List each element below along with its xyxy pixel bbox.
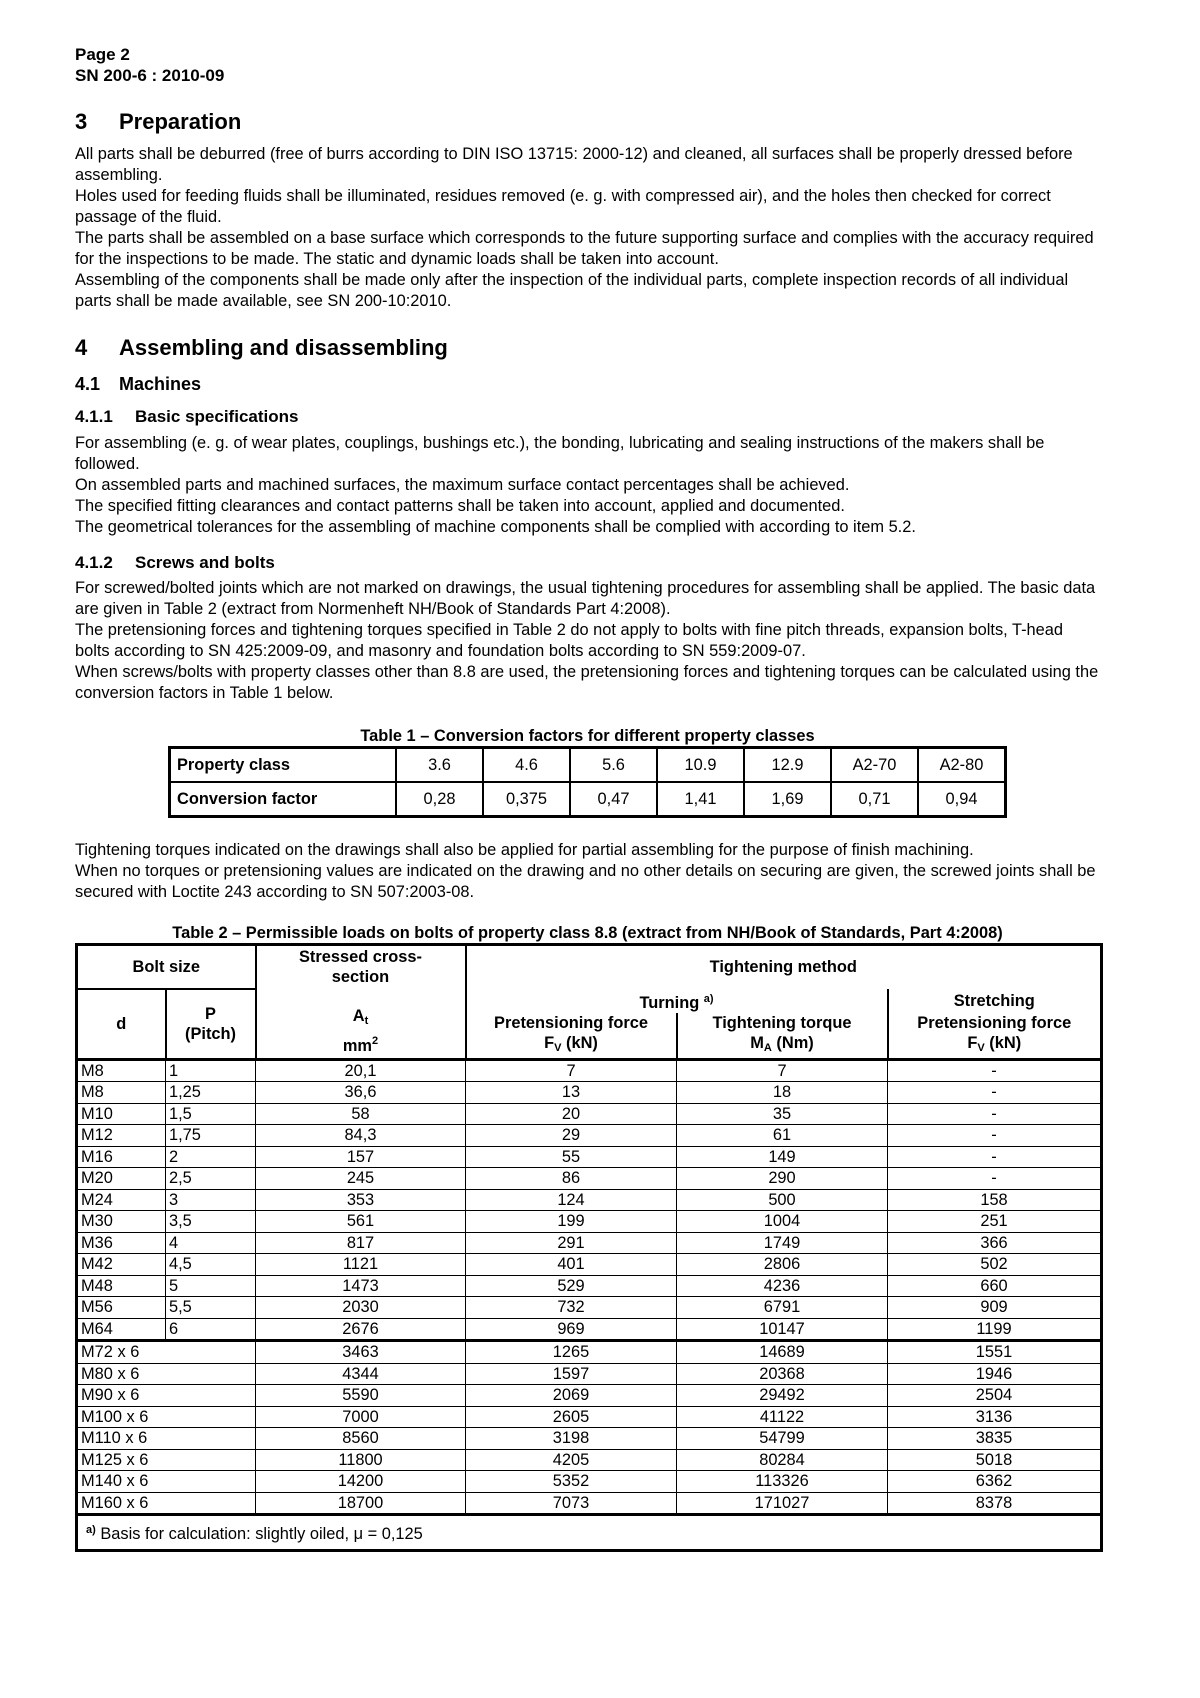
table-row — [77, 1449, 1102, 1471]
header-tightening-torque — [677, 1013, 888, 1060]
header-stressed-cross-section: Stressed cross-section — [256, 945, 466, 989]
paragraph: For screwed/bolted joints which are not marked on drawings, the usual tightening procedures for assembling shall be applied. The basic data are given in Table 2 (extract from Normenheft NH/Book of Standards Part 4:2008). — [75, 579, 1096, 618]
paragraph: The parts shall be assembled on a base surface which corresponds to the future supporting surface and complies with the accuracy required for the inspections to be made. The static and dynamic loads shall be taken into account. — [75, 229, 1094, 268]
cell-torque: 29492 — [677, 1385, 888, 1407]
cell-pitch: 1 — [166, 1059, 256, 1082]
header-d: d — [77, 989, 166, 1060]
cell-torque: 54799 — [677, 1428, 888, 1450]
cell-torque: 7 — [677, 1059, 888, 1082]
section-4-1-2-heading — [75, 552, 1100, 574]
cell-area: 20,1 — [256, 1059, 466, 1082]
cell-stretch: 3835 — [888, 1428, 1102, 1450]
cell-d: M16 — [77, 1146, 166, 1168]
cell-area: 1473 — [256, 1275, 466, 1297]
paragraph: On assembled parts and machined surfaces, the maximum surface contact percentages shall be achieved. — [75, 476, 850, 494]
table-cell: A2-70 — [831, 748, 918, 783]
header-area — [256, 989, 466, 1060]
table-row — [77, 1168, 1102, 1190]
table-cell: 3.6 — [396, 748, 483, 783]
header-row — [77, 989, 1102, 1013]
cell-pitch: 2,5 — [166, 1168, 256, 1190]
cell-d: M56 — [77, 1297, 166, 1319]
cell-pitch: 4 — [166, 1232, 256, 1254]
middle-body — [75, 840, 1100, 903]
table-cell: 10.9 — [657, 748, 744, 783]
cell-stretch: 1551 — [888, 1341, 1102, 1364]
cell-pitch: 1,75 — [166, 1125, 256, 1147]
section-number: 4.1.2 — [75, 553, 113, 572]
cell-torque: 171027 — [677, 1492, 888, 1515]
cell-stretch: 366 — [888, 1232, 1102, 1254]
table-2-caption: Table 2 – Permissible loads on bolts of property class 8.8 (extract from NH/Book of Standards, Part 4:2008) — [172, 924, 1003, 942]
cell-stretch: 6362 — [888, 1471, 1102, 1493]
table-row — [77, 1341, 1102, 1364]
footnote-cell — [77, 1515, 1102, 1551]
row-label: Conversion factor — [170, 782, 397, 817]
cell-stretch: 2504 — [888, 1385, 1102, 1407]
section-4-1-2-body — [75, 578, 1100, 704]
header-row — [77, 945, 1102, 989]
cell-d: M110 x 6 — [77, 1428, 256, 1450]
cell-stretch: - — [888, 1168, 1102, 1190]
cell-pretension: 7073 — [466, 1492, 677, 1515]
cell-pretension: 732 — [466, 1297, 677, 1319]
cell-area: 2676 — [256, 1318, 466, 1341]
table-row — [77, 1363, 1102, 1385]
table-cell: 4.6 — [483, 748, 570, 783]
cell-torque: 1749 — [677, 1232, 888, 1254]
header-tightening-method: Tightening method — [466, 945, 1102, 989]
cell-area: 14200 — [256, 1471, 466, 1493]
cell-area: 8560 — [256, 1428, 466, 1450]
cell-torque: 290 — [677, 1168, 888, 1190]
footnote-mark: a) — [86, 1524, 96, 1536]
footnote-row — [77, 1515, 1102, 1551]
conversion-factor-table — [168, 746, 1007, 818]
cell-pretension: 1597 — [466, 1363, 677, 1385]
cell-stretch: - — [888, 1059, 1102, 1082]
cell-pretension: 529 — [466, 1275, 677, 1297]
cell-pitch: 4,5 — [166, 1254, 256, 1276]
cell-area: 18700 — [256, 1492, 466, 1515]
table-row — [77, 1254, 1102, 1276]
cell-d: M125 x 6 — [77, 1449, 256, 1471]
cell-pretension: 1265 — [466, 1341, 677, 1364]
header-turning: Turning $^{a)}$ — [466, 989, 888, 1013]
cell-stretch: 158 — [888, 1189, 1102, 1211]
section-4-1-heading — [75, 372, 1100, 396]
header-symbol: $F_V$ (kN) — [544, 1033, 598, 1054]
document-id: SN 200-6 : 2010-09 — [75, 66, 225, 85]
section-number: 4.1.1 — [75, 407, 113, 426]
cell-pitch: 5,5 — [166, 1297, 256, 1319]
paragraph: Tightening torques indicated on the drawings shall also be applied for partial assembling for the purpose of finish machining. — [75, 841, 974, 859]
section-4-heading — [75, 334, 1100, 362]
header-area-symbol: $A_t$ — [352, 1006, 369, 1027]
cell-pretension: 4205 — [466, 1449, 677, 1471]
paragraph: For assembling (e. g. of wear plates, couplings, bushings etc.), the bonding, lubricating and sealing instructions of the makers shall be followed. — [75, 434, 1045, 473]
cell-area: 817 — [256, 1232, 466, 1254]
table-row — [170, 748, 1006, 783]
cell-pretension: 401 — [466, 1254, 677, 1276]
cell-pitch: 3 — [166, 1189, 256, 1211]
cell-pretension: 29 — [466, 1125, 677, 1147]
cell-d: M72 x 6 — [77, 1341, 256, 1364]
table-row — [77, 1082, 1102, 1104]
section-number: 4 — [75, 335, 88, 360]
table-cell: 1,69 — [744, 782, 831, 817]
section-title: Preparation — [119, 109, 242, 134]
table-row — [77, 1492, 1102, 1515]
cell-stretch: - — [888, 1146, 1102, 1168]
cell-torque: 113326 — [677, 1471, 888, 1493]
cell-torque: 18 — [677, 1082, 888, 1104]
paragraph: The pretensioning forces and tightening torques specified in Table 2 do not apply to bolts with fine pitch threads, expansion bolts, T-head bolts according to SN 425:2009-09, and masonry and foundation bolts according to SN 559:2009-07. — [75, 621, 1064, 660]
table-row — [77, 1385, 1102, 1407]
header-title: Pretensioning force — [494, 1013, 648, 1032]
cell-d: M48 — [77, 1275, 166, 1297]
cell-stretch: - — [888, 1125, 1102, 1147]
cell-area: 4344 — [256, 1363, 466, 1385]
cell-stretch: 1199 — [888, 1318, 1102, 1341]
cell-torque: 41122 — [677, 1406, 888, 1428]
cell-area: 561 — [256, 1211, 466, 1233]
header-symbol: $F_V$ (kN) — [967, 1033, 1022, 1054]
table-row — [77, 1059, 1102, 1082]
cell-area: 1121 — [256, 1254, 466, 1276]
cell-d: M64 — [77, 1318, 166, 1341]
cell-stretch: 8378 — [888, 1492, 1102, 1515]
header-stretching: Stretching — [888, 989, 1102, 1013]
header-pretensioning-force — [466, 1013, 677, 1060]
cell-stretch: - — [888, 1082, 1102, 1104]
cell-d: M80 x 6 — [77, 1363, 256, 1385]
table-row — [77, 1275, 1102, 1297]
cell-pretension: 969 — [466, 1318, 677, 1341]
header-stretching-pretensioning-force — [888, 1013, 1102, 1060]
header-area-unit: $mm^2$ — [342, 1034, 379, 1055]
paragraph: The specified fitting clearances and contact patterns shall be taken into account, applied and documented. — [75, 497, 845, 515]
cell-torque: 500 — [677, 1189, 888, 1211]
section-4-1-1-body — [75, 433, 1100, 538]
cell-torque: 149 — [677, 1146, 888, 1168]
cell-pitch: 1,25 — [166, 1082, 256, 1104]
cell-d: M12 — [77, 1125, 166, 1147]
cell-area: 157 — [256, 1146, 466, 1168]
table-cell: 1,41 — [657, 782, 744, 817]
header-symbol: $M_A$ (Nm) — [750, 1033, 814, 1054]
cell-area: 2030 — [256, 1297, 466, 1319]
cell-pitch: 1,5 — [166, 1103, 256, 1125]
section-title: Basic specifications — [135, 407, 299, 426]
cell-area: 84,3 — [256, 1125, 466, 1147]
row-label: Property class — [170, 748, 397, 783]
cell-pretension: 86 — [466, 1168, 677, 1190]
cell-pretension: 3198 — [466, 1428, 677, 1450]
table-row — [77, 1318, 1102, 1341]
page-number: Page 2 — [75, 45, 130, 64]
cell-d: M42 — [77, 1254, 166, 1276]
cell-torque: 4236 — [677, 1275, 888, 1297]
cell-d: M20 — [77, 1168, 166, 1190]
paragraph: Assembling of the components shall be made only after the inspection of the individual parts, complete inspection records of all individual parts shall be made available, see SN 200-10:2010. — [75, 271, 1069, 310]
cell-pretension: 124 — [466, 1189, 677, 1211]
cell-pitch: 6 — [166, 1318, 256, 1341]
cell-stretch: 5018 — [888, 1449, 1102, 1471]
cell-torque: 61 — [677, 1125, 888, 1147]
header-p-pitch: (Pitch) — [185, 1024, 236, 1043]
table-row — [77, 1428, 1102, 1450]
table-row — [77, 1189, 1102, 1211]
table-row — [77, 1146, 1102, 1168]
cell-pretension: 2605 — [466, 1406, 677, 1428]
cell-d: M36 — [77, 1232, 166, 1254]
cell-d: M160 x 6 — [77, 1492, 256, 1515]
cell-area: 11800 — [256, 1449, 466, 1471]
table-cell: 0,94 — [918, 782, 1006, 817]
cell-pretension: 291 — [466, 1232, 677, 1254]
cell-d: M10 — [77, 1103, 166, 1125]
section-3-heading — [75, 108, 1100, 136]
header-p — [166, 989, 256, 1060]
table-row — [77, 1211, 1102, 1233]
cell-stretch: 502 — [888, 1254, 1102, 1276]
table-cell: 0,375 — [483, 782, 570, 817]
header-bolt-size: Bolt size — [77, 945, 256, 989]
cell-pretension: 55 — [466, 1146, 677, 1168]
cell-pretension: 5352 — [466, 1471, 677, 1493]
cell-d: M8 — [77, 1082, 166, 1104]
section-title: Screws and bolts — [135, 553, 275, 572]
table-row — [77, 1125, 1102, 1147]
cell-torque: 20368 — [677, 1363, 888, 1385]
cell-area: 3463 — [256, 1341, 466, 1364]
cell-torque: 6791 — [677, 1297, 888, 1319]
table-cell: A2-80 — [918, 748, 1006, 783]
table-row — [77, 1406, 1102, 1428]
cell-d: M140 x 6 — [77, 1471, 256, 1493]
table-row — [170, 782, 1006, 817]
table-row — [77, 1232, 1102, 1254]
cell-stretch: - — [888, 1103, 1102, 1125]
cell-torque: 10147 — [677, 1318, 888, 1341]
header-title: Tightening torque — [712, 1013, 852, 1032]
cell-pitch: 2 — [166, 1146, 256, 1168]
table-row — [77, 1103, 1102, 1125]
cell-torque: 2806 — [677, 1254, 888, 1276]
cell-d: M90 x 6 — [77, 1385, 256, 1407]
paragraph: The geometrical tolerances for the assembling of machine components shall be complied with according to item 5.2. — [75, 518, 916, 536]
table-cell: 0,71 — [831, 782, 918, 817]
section-4-1-1-heading — [75, 406, 1100, 428]
table-1-caption: Table 1 – Conversion factors for different property classes — [360, 727, 815, 745]
cell-d: M24 — [77, 1189, 166, 1211]
cell-stretch: 3136 — [888, 1406, 1102, 1428]
section-3-body — [75, 144, 1100, 312]
section-number: 4.1 — [75, 374, 101, 394]
document-page — [75, 44, 1100, 1552]
section-title: Machines — [119, 374, 202, 394]
table-row — [77, 1297, 1102, 1319]
cell-area: 353 — [256, 1189, 466, 1211]
cell-d: M8 — [77, 1059, 166, 1082]
bolt-loads-body — [77, 1059, 1102, 1515]
cell-area: 36,6 — [256, 1082, 466, 1104]
cell-stretch: 909 — [888, 1297, 1102, 1319]
section-title: Assembling and disassembling — [119, 335, 448, 360]
cell-torque: 35 — [677, 1103, 888, 1125]
table-cell: 5.6 — [570, 748, 657, 783]
cell-pretension: 2069 — [466, 1385, 677, 1407]
footnote-text: Basis for calculation: slightly oiled, μ = 0,125 — [100, 1525, 423, 1543]
table-cell: 12.9 — [744, 748, 831, 783]
cell-pretension: 7 — [466, 1059, 677, 1082]
cell-area: 58 — [256, 1103, 466, 1125]
cell-stretch: 660 — [888, 1275, 1102, 1297]
paragraph: When screws/bolts with property classes other than 8.8 are used, the pretensioning forces and tightening torques can be calculated using the conversion factors in Table 1 below. — [75, 663, 1099, 702]
cell-pitch: 5 — [166, 1275, 256, 1297]
cell-stretch: 251 — [888, 1211, 1102, 1233]
header-p-symbol: P — [205, 1004, 216, 1023]
bolt-loads-table — [75, 943, 1103, 1552]
cell-d: M30 — [77, 1211, 166, 1233]
cell-torque: 1004 — [677, 1211, 888, 1233]
cell-stretch: 1946 — [888, 1363, 1102, 1385]
table-cell: 0,47 — [570, 782, 657, 817]
cell-area: 7000 — [256, 1406, 466, 1428]
paragraph: Holes used for feeding fluids shall be illuminated, residues removed (e. g. with compressed air), and the holes then checked for correct passage of the fluid. — [75, 187, 1051, 226]
cell-area: 245 — [256, 1168, 466, 1190]
header-title: Pretensioning force — [917, 1013, 1072, 1032]
cell-pretension: 20 — [466, 1103, 677, 1125]
cell-torque: 80284 — [677, 1449, 888, 1471]
cell-d: M100 x 6 — [77, 1406, 256, 1428]
paragraph: All parts shall be deburred (free of burrs according to DIN ISO 13715: 2000-12) and cleaned, all surfaces shall be properly dressed before assembling. — [75, 145, 1073, 184]
cell-area: 5590 — [256, 1385, 466, 1407]
section-number: 3 — [75, 109, 88, 134]
cell-pretension: 199 — [466, 1211, 677, 1233]
cell-pitch: 3,5 — [166, 1211, 256, 1233]
table-row — [77, 1471, 1102, 1493]
cell-torque: 14689 — [677, 1341, 888, 1364]
table-cell: 0,28 — [396, 782, 483, 817]
cell-pretension: 13 — [466, 1082, 677, 1104]
paragraph: When no torques or pretensioning values are indicated on the drawing and no other details on securing are given, the screwed joints shall be secured with Loctite 243 according to SN 507:2003-08. — [75, 862, 1096, 901]
